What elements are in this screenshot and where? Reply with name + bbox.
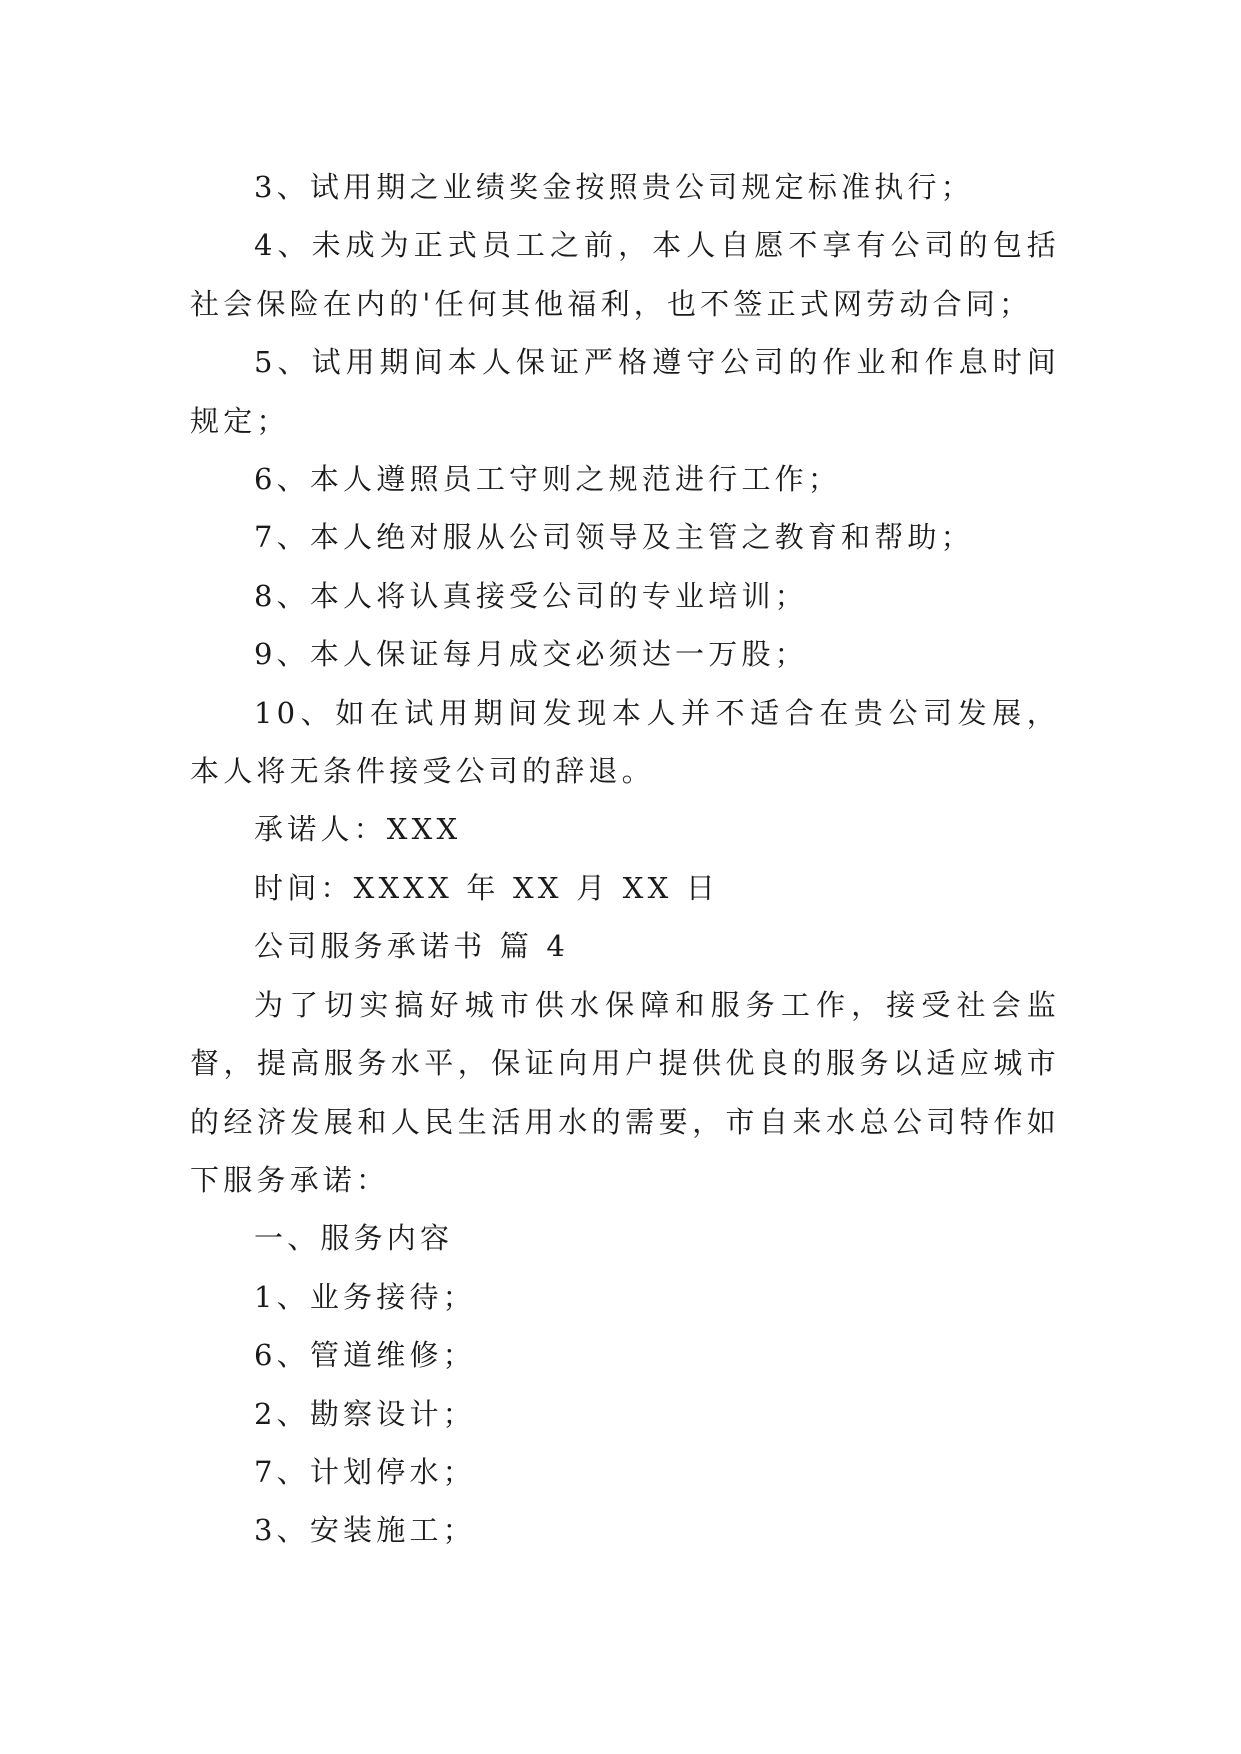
paragraph-item-3: 3、试用期之业绩奖金按照贵公司规定标准执行； bbox=[254, 170, 974, 204]
service-item: 2、勘察设计； bbox=[254, 1396, 476, 1431]
service-item: 1、业务接待； bbox=[254, 1279, 476, 1314]
service-item: 7、计划停水； bbox=[254, 1454, 476, 1489]
paragraph-item-6: 6、本人遵照员工守则之规范进行工作； bbox=[254, 462, 842, 497]
paragraph-item-9: 9、本人保证每月成交必须达一万股； bbox=[254, 637, 808, 672]
service-item: 3、安装施工； bbox=[254, 1513, 476, 1548]
intro-paragraph: 为了切实搞好城市供水保障和服务工作，接受社会监督，提高服务水平，保证向用户提供优良的服务以适应城市的经济发展和人民生活用水的需要，市自来水总公司特作如下服务承诺： bbox=[190, 987, 1060, 1197]
paragraph-item-10: 10、如在试用期间发现本人并不适合在贵公司发展，本人将无条件接受公司的辞退。 bbox=[190, 695, 1060, 789]
service-item: 6、管道维修； bbox=[254, 1338, 476, 1373]
paragraph-item-7: 7、本人绝对服从公司领导及主管之教育和帮助； bbox=[254, 520, 974, 555]
paragraph-item-4: 4、未成为正式员工之前，本人自愿不享有公司的包括社会保险在内的'任何其他福利，也不签正式网劳动合同； bbox=[190, 228, 1060, 321]
paragraph-item-8: 8、本人将认真接受公司的专业培训； bbox=[254, 578, 808, 613]
date-line: 时间：XXXX 年 XX 月 XX 日 bbox=[254, 870, 720, 905]
subsection-heading: 一、服务内容 bbox=[254, 1221, 454, 1256]
section-heading: 公司服务承诺书 篇 4 bbox=[254, 929, 570, 964]
paragraph-item-5: 5、试用期间本人保证严格遵守公司的作业和作息时间规定； bbox=[190, 345, 1060, 438]
signatory-line: 承诺人：XXX bbox=[254, 812, 462, 847]
document-body bbox=[190, 158, 1060, 1560]
